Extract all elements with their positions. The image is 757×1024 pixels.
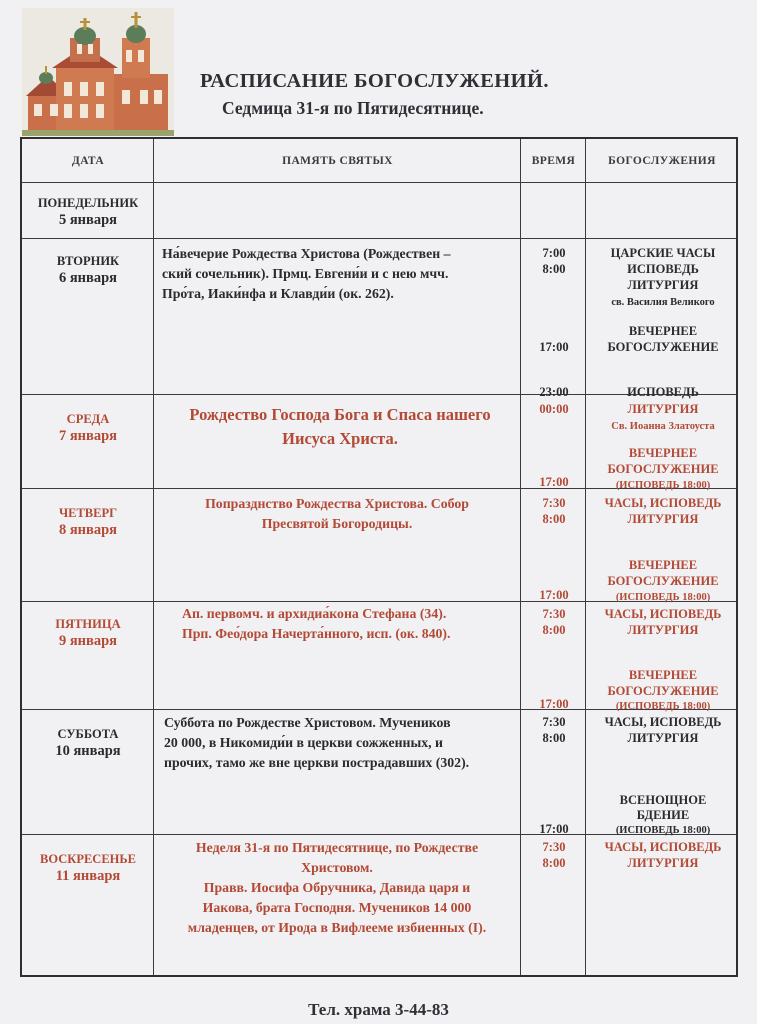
date-value: 10 января: [55, 743, 121, 759]
saints-line: На́вечерие Рождества Христова (Рождествен –: [162, 246, 451, 261]
date-value: 8 января: [58, 522, 118, 538]
table-row: [22, 710, 736, 835]
service-item: ВЕЧЕРНЕЕ: [628, 446, 698, 460]
time-value: 7:00: [542, 246, 566, 260]
service-note: (ИСПОВЕДЬ 18:00): [615, 592, 711, 603]
day-name: ВТОРНИК: [56, 254, 120, 268]
service-item: ЛИТУРГИЯ: [627, 278, 699, 292]
service-item: ЧАСЫ, ИСПОВЕДЬ: [604, 607, 722, 621]
page-subtitle: Седмица 31-я по Пятидесятнице.: [222, 98, 484, 118]
time-value: 8:00: [542, 856, 566, 870]
table-row: [22, 835, 736, 975]
date-cell: [22, 505, 154, 539]
date-value: 6 января: [58, 270, 118, 286]
church-icon: [22, 8, 174, 136]
saints-line: 20 000, в Никомиди́и в церкви сожженных, и: [164, 735, 443, 750]
page-header: [0, 0, 757, 135]
saints-cell: [162, 838, 512, 938]
date-value: 11 января: [55, 868, 121, 884]
saints-line: Пресвятой Богородицы.: [261, 516, 413, 531]
service-item: ЧАСЫ, ИСПОВЕДЬ: [604, 715, 722, 729]
time-value: 8:00: [542, 623, 566, 637]
service-item: ЛИТУРГИЯ: [627, 856, 699, 870]
table-row: [22, 239, 736, 399]
saints-line: Суббота по Рождестве Христовом. Мучеников: [164, 715, 451, 730]
schedule-table: [20, 137, 738, 977]
service-item: ВЕЧЕРНЕЕ: [628, 558, 698, 572]
table-row: [22, 602, 736, 710]
service-item: БОГОСЛУЖЕНИЕ: [607, 462, 719, 476]
date-cell: [22, 726, 154, 760]
service-item: ЛИТУРГИЯ: [627, 512, 699, 526]
services-cell: [588, 835, 738, 975]
service-item: ВЕЧЕРНЕЕ: [628, 668, 698, 682]
time-value: 7:30: [542, 496, 566, 510]
service-note: (ИСПОВЕДЬ 18:00): [615, 701, 711, 712]
time-value: 17:00: [539, 340, 569, 354]
services-cell: [588, 602, 738, 712]
saints-cell: [162, 403, 518, 451]
time-value: 00:00: [539, 402, 569, 416]
service-item: ЛИТУРГИЯ: [627, 731, 699, 745]
date-value: 7 января: [58, 428, 118, 444]
time-cell: [522, 710, 586, 834]
services-cell: [588, 489, 738, 601]
saints-cell: [182, 604, 512, 644]
saints-line: Неделя 31-я по Пятидесятнице, по Рождестве: [195, 840, 479, 855]
service-item: ВСЕНОЩНОЕ: [619, 793, 707, 807]
saints-line: Про́та, Иаки́нфа и Клавди́и (ок. 262).: [162, 286, 394, 301]
time-cell: [522, 395, 586, 488]
service-item: ИСПОВЕДЬ: [627, 385, 699, 399]
services-cell: [588, 239, 738, 399]
saints-line: прочих, тамо же вне церкви пострадавших (302).: [164, 755, 470, 770]
date-value: 5 января: [58, 212, 118, 228]
column-header-services: БОГОСЛУЖЕНИЯ: [608, 154, 716, 167]
time-value: 8:00: [542, 512, 566, 526]
service-item: БОГОСЛУЖЕНИЕ: [607, 574, 719, 588]
service-item: ВЕЧЕРНЕЕ: [628, 324, 698, 338]
saints-line: Христовом.: [301, 860, 373, 875]
time-value: 17:00: [539, 697, 569, 711]
church-phone: Тел. храма 3-44-83: [308, 1000, 449, 1019]
services-cell: [588, 395, 738, 491]
saints-line: младенцев, от Ирода в Вифлееме избиенных (I).: [187, 920, 487, 935]
column-header-date: ДАТА: [71, 154, 105, 167]
saints-cell: [164, 713, 516, 773]
table-row: [22, 183, 736, 239]
time-cell: [522, 835, 586, 975]
date-value: 9 января: [58, 633, 118, 649]
day-name: ВОСКРЕСЕНЬЕ: [40, 852, 136, 866]
time-value: 8:00: [542, 731, 566, 745]
saints-line: Правв. Иосифа Обручника, Давида царя и: [203, 880, 471, 895]
service-item: БДЕНИЕ: [636, 808, 690, 822]
saints-line: Попразднство Рождества Христова. Собор: [205, 496, 469, 511]
service-item: БОГОСЛУЖЕНИЕ: [607, 340, 719, 354]
day-name: ПОНЕДЕЛЬНИК: [37, 196, 139, 210]
time-value: 23:00: [539, 385, 569, 399]
service-note: (ИСПОВЕДЬ 18:00): [615, 480, 711, 491]
time-value: 7:30: [542, 840, 566, 854]
day-name: СУББОТА: [57, 727, 119, 741]
date-cell: [22, 411, 154, 445]
service-item: ЧАСЫ, ИСПОВЕДЬ: [604, 840, 722, 854]
service-note: св. Василия Великого: [611, 297, 715, 308]
time-value: 17:00: [539, 475, 569, 489]
day-name: ПЯТНИЦА: [55, 617, 121, 631]
time-cell: [522, 489, 586, 601]
saints-line: Иисуса Христа.: [282, 429, 398, 448]
service-note: Св. Иоанна Златоуста: [611, 421, 715, 432]
saints-line: Прп. Фео́дора Начерта́нного, исп. (ок. 840).: [182, 626, 451, 641]
services-cell: [588, 710, 738, 834]
time-value: 17:00: [539, 822, 569, 836]
service-item: ЧАСЫ, ИСПОВЕДЬ: [604, 496, 722, 510]
day-name: ЧЕТВЕРГ: [58, 506, 118, 520]
saints-line: Ап. первомч. и архидиа́кона Стефана (34).: [182, 606, 447, 621]
table-header: [22, 139, 736, 183]
time-value: 17:00: [539, 588, 569, 602]
saints-cell: [162, 244, 514, 304]
time-cell: [522, 239, 586, 399]
page-title: РАСПИСАНИЕ БОГОСЛУЖЕНИЙ.: [200, 70, 549, 92]
saints-cell: [162, 494, 512, 534]
service-item: ЛИТУРГИЯ: [627, 402, 699, 416]
service-item: ИСПОВЕДЬ: [627, 262, 699, 276]
saints-line: ский сочельник). Прмц. Евгени́и и с нею мчч.: [162, 266, 449, 281]
service-note: (ИСПОВЕДЬ 18:00): [615, 825, 711, 836]
day-name: СРЕДА: [66, 412, 110, 426]
table-row: [22, 489, 736, 602]
column-header-saints: ПАМЯТЬ СВЯТЫХ: [282, 154, 393, 167]
table-row: [22, 395, 736, 489]
time-value: 8:00: [542, 262, 566, 276]
date-cell: [22, 616, 154, 650]
time-cell: [522, 602, 586, 709]
date-cell: [22, 851, 154, 885]
service-item: БОГОСЛУЖЕНИЕ: [607, 684, 719, 698]
saints-line: Иакова, брата Господня. Мучеников 14 000: [202, 900, 472, 915]
column-header-time: ВРЕМЯ: [531, 154, 576, 167]
service-item: ЛИТУРГИЯ: [627, 623, 699, 637]
time-value: 7:30: [542, 607, 566, 621]
time-value: 7:30: [542, 715, 566, 729]
saints-line: Рождество Господа Бога и Спаса нашего: [189, 405, 491, 424]
date-cell: [22, 253, 154, 287]
service-item: ЦАРСКИЕ ЧАСЫ: [610, 246, 716, 260]
date-cell: [22, 195, 154, 229]
